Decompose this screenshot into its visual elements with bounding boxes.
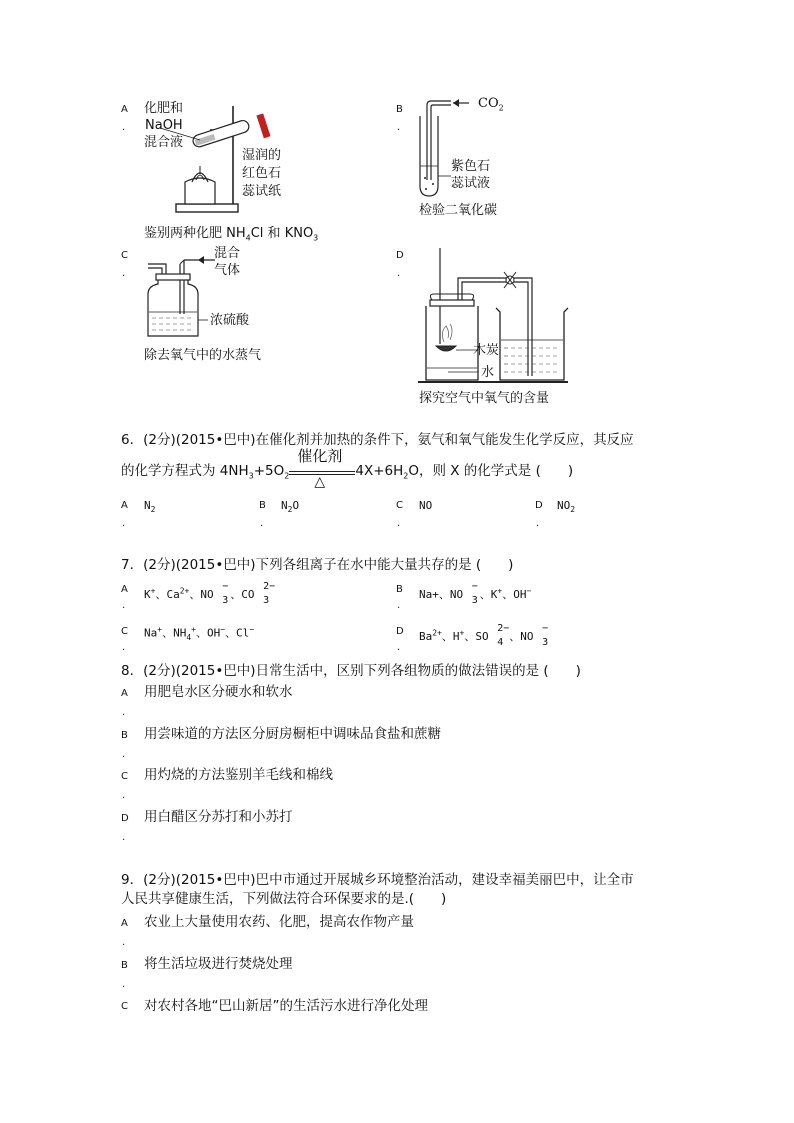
q9-line1: 9．(2分)(2015•巴中)巴中市通过开展城乡环境整治活动，建设幸福美丽巴中，让全市 (121, 872, 634, 888)
q6-option-c[interactable]: NO (419, 499, 433, 512)
q8-option-dot-d: . (122, 832, 126, 843)
q9-option-letter-a: A (121, 918, 128, 929)
option-letter-a: A (121, 104, 128, 115)
q8-option-d[interactable]: 用白醋区分苏打和小苏打 (144, 809, 293, 825)
caption-b: 检验二氧化碳 (419, 203, 498, 218)
q8-stem: 8．(2分)(2015•巴中)日常生活中，区别下列各组物质的做法错误的是 ( ) (121, 663, 581, 679)
superscript-charge: − 3 (542, 623, 549, 648)
q6-option-letter-d: D (535, 500, 543, 511)
q7-option-letter-a: A (121, 584, 128, 595)
q6-option-b[interactable]: $N_2O$ (281, 499, 300, 515)
option-letter-d: D (396, 250, 404, 261)
q9-option-dot-a: . (122, 937, 126, 948)
label-sulfuric-acid: 浓硫酸 (210, 313, 250, 328)
q6-equation-line: 的化学方程式为 $4NH_3+5O_2$ 催化剂 △ $4X+6H_2O$，则 X 的化学式是 ( ) (121, 447, 574, 490)
q7-option-letter-b: B (396, 584, 403, 595)
q9-line2: 人民共享健康生活，下列做法符合环保要求的是.( ) (121, 891, 447, 907)
label-gas: 气体 (214, 263, 241, 278)
label-purple-litmus: 紫色石 (451, 159, 491, 174)
superscript-charge: − 3 (471, 581, 478, 606)
label-fertilizer: 化肥和 (144, 101, 184, 116)
option-dot-c: . (122, 268, 126, 279)
label-mixed: 混合 (214, 246, 241, 261)
q9-option-letter-c: C (121, 1001, 128, 1012)
q6-line1: 6．(2分)(2015•巴中)在催化剂并加热的条件下，氨气和氧气能发生化学反应，其反应 (121, 432, 634, 448)
q7-stem: 7．(2分)(2015•巴中)下列各组离子在水中能大量共存的是 ( ) (121, 557, 514, 573)
q8-option-b[interactable]: 用尝味道的方法区分厨房橱柜中调味品食盐和蔗糖 (144, 726, 441, 742)
q6-option-dot-a: . (122, 518, 126, 529)
superscript-charge: − 3 (222, 581, 229, 606)
label-naoh: NaOH (145, 118, 183, 133)
q9-option-c[interactable]: 对农村各地“巴山新居”的生活污水进行净化处理 (144, 998, 428, 1014)
superscript-charge: 2− 4 (497, 623, 510, 648)
q8-option-c[interactable]: 用灼烧的方法鉴别羊毛线和棉线 (144, 767, 333, 783)
q6-option-letter-b: B (259, 500, 266, 511)
q9-option-a[interactable]: 农业上大量使用农药、化肥，提高农作物产量 (144, 914, 414, 930)
label-water: 水 (481, 365, 495, 380)
q6-option-dot-d: . (536, 518, 540, 529)
q8-option-letter-a: A (121, 688, 128, 699)
q6-option-letter-a: A (121, 500, 128, 511)
q6-option-dot-b: . (260, 518, 264, 529)
caption-d: 探究空气中氧气的含量 (419, 391, 550, 406)
q7-option-c[interactable]: Na+、$NH_4^+$、OH−、Cl− (144, 625, 255, 642)
q8-option-letter-d: D (121, 813, 129, 824)
q6-option-letter-c: C (396, 500, 403, 511)
q8-option-letter-c: C (121, 771, 128, 782)
q9-option-letter-b: B (121, 960, 128, 971)
q6-option-dot-c: . (397, 518, 401, 529)
label-charcoal: 木炭 (473, 343, 500, 358)
label-red-litmus: 红色石 (242, 166, 282, 181)
label-litmus-paper: 蕊试纸 (242, 184, 282, 199)
label-co2: $CO_2$ (478, 96, 504, 113)
q8-option-dot-b: . (122, 749, 126, 760)
caption-c: 除去氧气中的水蒸气 (144, 348, 262, 363)
superscript-charge: 2− 3 (263, 581, 276, 606)
q7-option-letter-c: C (121, 626, 128, 637)
q9-option-dot-b: . (122, 979, 126, 990)
q7-option-b[interactable]: Na+、NO − 3 、K+、OH− (419, 581, 532, 606)
option-dot-d: . (397, 268, 401, 279)
q6-option-d[interactable]: $NO_2$ (557, 499, 576, 515)
q8-option-dot-a: . (122, 707, 126, 718)
option-letter-c: C (121, 250, 128, 261)
q7-option-letter-d: D (396, 626, 404, 637)
q7-option-dot-d: . (397, 642, 401, 653)
q6-option-a[interactable]: $N_2$ (144, 499, 156, 515)
q8-option-dot-c: . (122, 790, 126, 801)
q8-option-a[interactable]: 用肥皂水区分硬水和软水 (144, 684, 293, 700)
apparatus-a-diagram (170, 100, 280, 220)
q7-option-dot-a: . (122, 600, 126, 611)
option-dot-b: . (397, 122, 401, 133)
q8-option-letter-b: B (121, 730, 128, 741)
apparatus-d-diagram (418, 246, 573, 386)
q7-option-d[interactable]: $Ba^{2+}$、H+、SO 2− 4 、NO − 3 (419, 623, 549, 648)
label-moist: 湿润的 (242, 148, 282, 163)
q7-option-dot-b: . (397, 600, 401, 611)
q7-option-a[interactable]: K+、$Ca^{2+}$、NO − 3 、CO 2− 3 (144, 581, 276, 606)
label-mixed-solution: 混合液 (144, 135, 184, 150)
option-letter-b: B (396, 104, 403, 115)
caption-a: 鉴别两种化肥 $NH_4Cl$ 和 $KNO_3$ (144, 226, 319, 243)
q9-option-b[interactable]: 将生活垃圾进行焚烧处理 (144, 956, 293, 972)
equal-line-top (289, 471, 355, 472)
reaction-condition: 催化剂 △ (289, 462, 355, 480)
q7-option-dot-c: . (122, 642, 126, 653)
option-dot-a: . (122, 122, 126, 133)
apparatus-c-diagram (140, 248, 220, 344)
label-litmus-solution: 蕊试液 (451, 176, 491, 191)
